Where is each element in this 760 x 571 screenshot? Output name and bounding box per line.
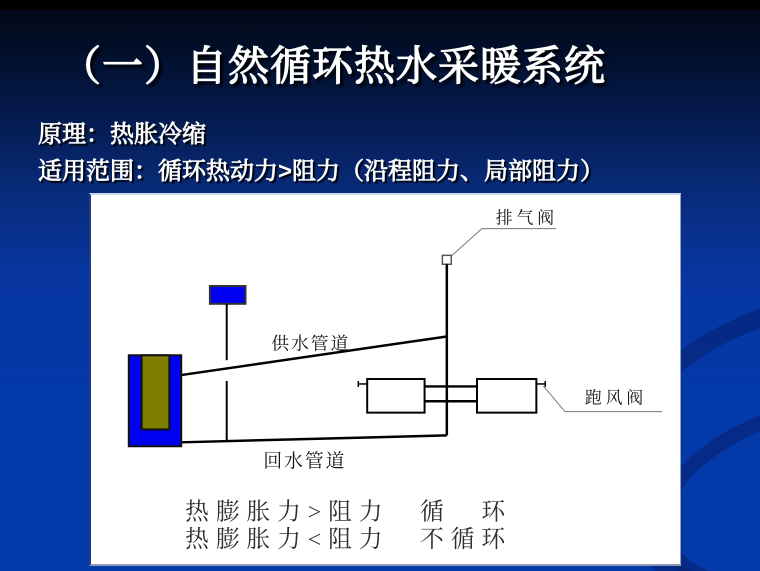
radiator-left <box>367 379 424 413</box>
expansion-tank <box>210 286 246 304</box>
supply-pipe-label: 供水管道 <box>271 333 351 354</box>
air-vent-valve-label: 跑风阀 <box>584 388 648 408</box>
exhaust-valve-symbol <box>442 255 451 264</box>
diagram-panel <box>89 193 681 566</box>
conclusion-circulate: 热膨胀力>阻力 循 环 <box>185 499 513 526</box>
return-pipe-label: 回水管道 <box>263 451 347 473</box>
exhaust-valve-label: 排气阀 <box>495 208 559 228</box>
exhaust-valve-leader-line <box>445 229 556 262</box>
principle-text: 原理：热胀冷缩 <box>38 121 206 148</box>
conclusion-no-circulate: 热膨胀力<阻力 不循环 <box>185 527 513 554</box>
boiler-core <box>142 355 170 429</box>
radiator-right <box>477 379 536 413</box>
scope-text: 适用范围：循环热动力>阻力（沿程阻力、局部阻力） <box>38 158 605 185</box>
system-schematic <box>91 195 679 564</box>
slide-title: （一）自然循环热水采暖系统 <box>60 43 606 89</box>
return-pipe-line <box>181 435 447 442</box>
top-black-bar <box>0 0 760 10</box>
